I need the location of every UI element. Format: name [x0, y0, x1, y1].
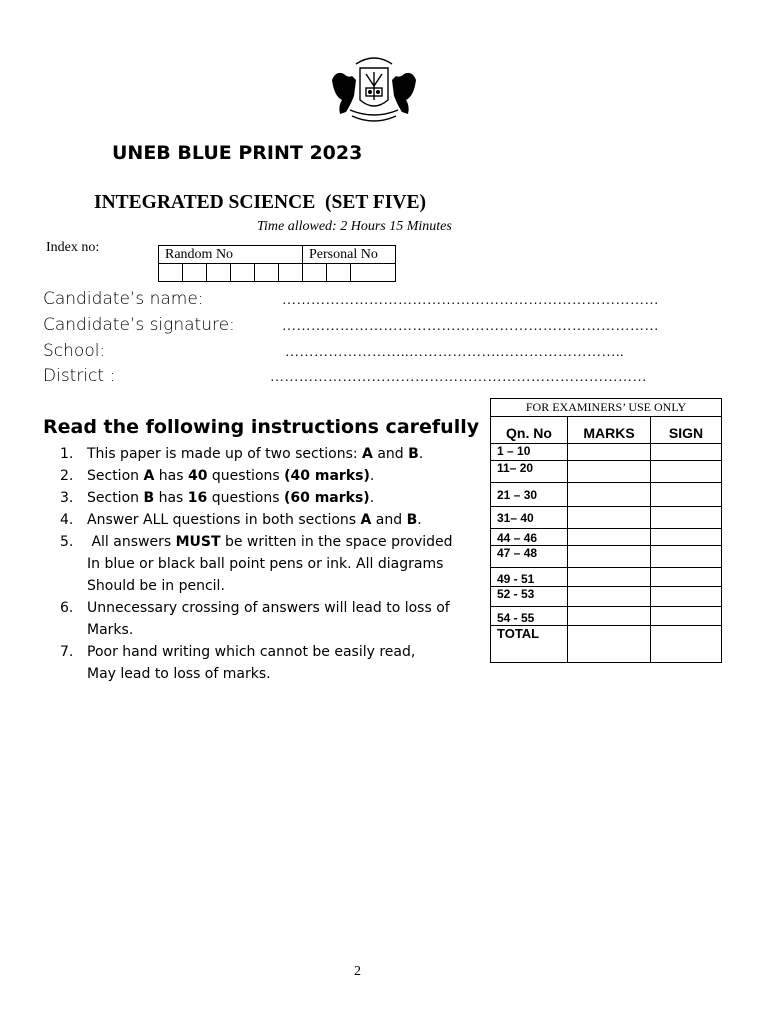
marks-cell[interactable] — [568, 607, 651, 626]
column-header-qn-no: Qn. No — [491, 417, 568, 444]
table-row: 54 - 55 — [491, 607, 722, 626]
instructions-heading: Read the following instructions carefully — [43, 416, 480, 438]
instruction-item: 6. Unnecessary crossing of answers will lead to loss of Marks. — [60, 600, 450, 638]
index-digit-box[interactable] — [351, 264, 396, 282]
sign-cell[interactable] — [651, 546, 722, 568]
table-row: 21 – 30 — [491, 483, 722, 507]
candidate-name-label: Candidate’s name: — [43, 289, 204, 309]
table-row: 11– 20 — [491, 461, 722, 483]
instruction-item: 4. Answer ALL questions in both sections A and B. — [60, 512, 422, 528]
examiners-table-caption: FOR EXAMINERS’ USE ONLY — [491, 399, 722, 417]
sign-cell[interactable] — [651, 607, 722, 626]
index-digit-box[interactable] — [231, 264, 255, 282]
index-digit-box[interactable] — [303, 264, 327, 282]
index-number-table — [158, 245, 396, 282]
table-row: 49 - 51 — [491, 568, 722, 587]
instruction-item: 1. This paper is made up of two sections: A and B. — [60, 446, 424, 462]
candidate-name-line[interactable]: …………………………………………………………………… — [282, 293, 659, 308]
district-line[interactable]: …………………………………………………………………… — [270, 370, 647, 385]
column-header-marks: MARKS — [568, 417, 651, 444]
marks-cell[interactable] — [568, 529, 651, 546]
marks-cell[interactable] — [568, 507, 651, 529]
candidate-signature-label: Candidate’s signature: — [43, 315, 235, 335]
index-digit-box[interactable] — [207, 264, 231, 282]
personal-number-label: Personal No — [303, 246, 396, 264]
sign-cell[interactable] — [651, 529, 722, 546]
index-digit-box[interactable] — [327, 264, 351, 282]
sign-cell[interactable] — [651, 483, 722, 507]
index-digit-box[interactable] — [183, 264, 207, 282]
index-digit-box[interactable] — [159, 264, 183, 282]
table-row: 31– 40 — [491, 507, 722, 529]
table-row: 44 – 46 — [491, 529, 722, 546]
candidate-signature-line[interactable]: …………………………………………………………………… — [282, 319, 659, 334]
instruction-item: 5. All answers MUST be written in the space provided In blue or black ball point pens or ink. All diagrams Should be in pencil. — [60, 534, 453, 594]
total-marks-cell[interactable] — [568, 626, 651, 663]
page-number: 2 — [354, 964, 361, 979]
examiners-use-table — [490, 398, 722, 663]
paper-title: INTEGRATED SCIENCE (SET FIVE) — [94, 192, 426, 213]
table-row: 52 - 53 — [491, 587, 722, 607]
random-number-label: Random No — [159, 246, 303, 264]
sign-cell[interactable] — [651, 461, 722, 483]
marks-cell[interactable] — [568, 568, 651, 587]
marks-cell[interactable] — [568, 444, 651, 461]
instruction-item: 7. Poor hand writing which cannot be easily read, May lead to loss of marks. — [60, 644, 416, 682]
exam-series-title: UNEB BLUE PRINT 2023 — [112, 142, 363, 164]
time-allowed: Time allowed: 2 Hours 15 Minutes — [257, 219, 452, 234]
sign-cell[interactable] — [651, 587, 722, 607]
index-digit-box[interactable] — [255, 264, 279, 282]
marks-cell[interactable] — [568, 587, 651, 607]
school-line[interactable]: ……………………..……………….…………………….. — [285, 345, 624, 360]
school-label: School: — [43, 341, 106, 361]
instruction-item: 3. Section B has 16 questions (60 marks). — [60, 490, 375, 506]
uneb-coat-of-arms-icon — [326, 50, 422, 128]
table-row: 1 – 10 — [491, 444, 722, 461]
index-number-label: Index no: — [46, 240, 100, 255]
instruction-item: 2. Section A has 40 questions (40 marks). — [60, 468, 375, 484]
column-header-sign: SIGN — [651, 417, 722, 444]
marks-cell[interactable] — [568, 461, 651, 483]
marks-cell[interactable] — [568, 483, 651, 507]
total-sign-cell[interactable] — [651, 626, 722, 663]
sign-cell[interactable] — [651, 507, 722, 529]
table-row: TOTAL — [491, 626, 722, 663]
index-digit-box[interactable] — [279, 264, 303, 282]
instructions-list — [60, 443, 480, 685]
marks-cell[interactable] — [568, 546, 651, 568]
table-row: 47 – 48 — [491, 546, 722, 568]
district-label: District : — [43, 366, 116, 386]
sign-cell[interactable] — [651, 444, 722, 461]
sign-cell[interactable] — [651, 568, 722, 587]
